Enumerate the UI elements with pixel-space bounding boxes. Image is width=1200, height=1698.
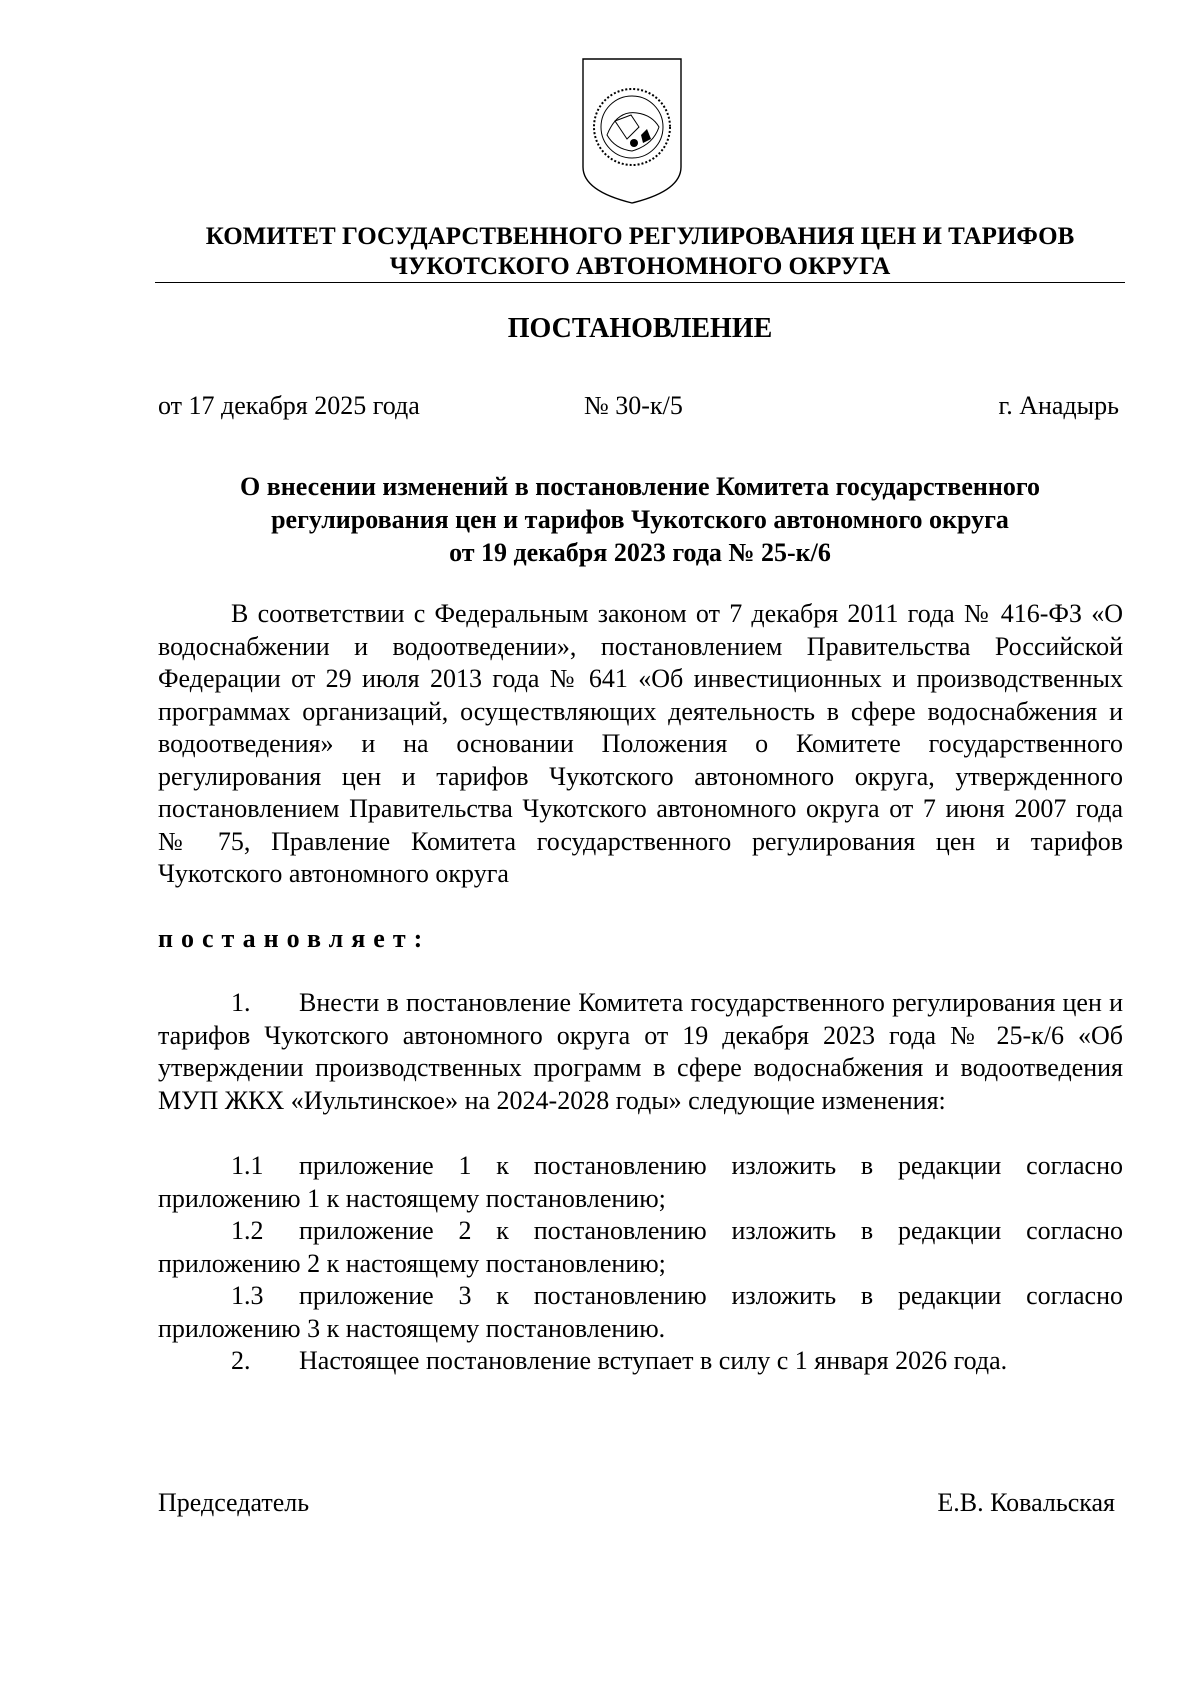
- header-divider: [155, 282, 1125, 283]
- subject-line-3: от 19 декабря 2023 года № 25-к/6: [449, 538, 831, 567]
- document-date: от 17 декабря 2025 года: [158, 391, 420, 420]
- subitem-text: приложение 2 к постановлению изложить в редакции согласно приложению 2 к настоящему постановлению;: [158, 1216, 1123, 1278]
- document-type: ПОСТАНОВЛЕНИЕ: [507, 313, 773, 344]
- decides-label: постановляет:: [158, 924, 431, 953]
- subject-line-2: регулирования цен и тарифов Чукотского автономного округа: [271, 505, 1009, 534]
- subitem-number: 1.1: [231, 1151, 264, 1180]
- item-1-number: 1.: [231, 988, 251, 1017]
- subject-line-1: О внесении изменений в постановление Комитета государственного: [239, 472, 1041, 501]
- subitem-text: приложение 1 к постановлению изложить в редакции согласно приложению 1 к настоящему постановлению;: [158, 1151, 1123, 1213]
- item-1: [158, 987, 1123, 1117]
- item-1-text: Внести в постановление Комитета государственного регулирования цен и тарифов Чукотского автономного округа от 19 декабря 2023 года № 25-к/6 «Об утверждении производственных программ в сфере водоснабжения и водоотведения МУП ЖКХ «Иультинское» на 2024-2028 годы» следующие изменения:: [158, 988, 1123, 1115]
- signatory-name: Е.В. Ковальская: [937, 1488, 1115, 1517]
- document-subject: [155, 470, 1125, 569]
- coat-of-arms-icon: [577, 55, 687, 207]
- org-line-1: КОМИТЕТ ГОСУДАРСТВЕННОГО РЕГУЛИРОВАНИЯ ЦЕН И ТАРИФОВ: [205, 223, 1075, 250]
- org-line-2: ЧУКОТСКОГО АВТОНОМНОГО ОКРУГА: [389, 253, 891, 280]
- subitem-text: приложение 3 к постановлению изложить в редакции согласно приложению 3 к настоящему постановлению.: [158, 1281, 1123, 1343]
- item-2: [231, 1345, 1121, 1378]
- preamble-paragraph: В соответствии с Федеральным законом от 7 декабря 2011 года № 416-ФЗ «О водоснабжении и водоотведении», постановлением Правительства Российской Федерации от 29 июля 2013 года № 641 «Об инвестиционных и производственных программах организаций, осуществляющих деятельность в сфере водоснабжения и водоотведения» и на основании Положения о Комитете государственного регулирования цен и тарифов Чукотского автономного округа, утвержденного постановлением Правительства Чукотского автономного округа от 7 июня 2007 года № 75, Правление Комитета государственного регулирования цен и тарифов Чукотского автономного округа: [158, 599, 1123, 888]
- subitem-1-2: [158, 1215, 1123, 1280]
- subitem-number: 1.3: [231, 1281, 264, 1310]
- organization-name: [155, 222, 1125, 282]
- document-city: г. Анадырь: [998, 391, 1119, 420]
- subitem-1-3: [158, 1280, 1123, 1345]
- document-number: № 30-к/5: [584, 391, 683, 420]
- signatory-position: Председатель: [158, 1488, 310, 1517]
- subitem-1-1: [158, 1150, 1123, 1215]
- item-2-number: 2.: [231, 1346, 251, 1375]
- item-2-text: Настоящее постановление вступает в силу с 1 января 2026 года.: [299, 1346, 1008, 1375]
- subitem-number: 1.2: [231, 1216, 264, 1245]
